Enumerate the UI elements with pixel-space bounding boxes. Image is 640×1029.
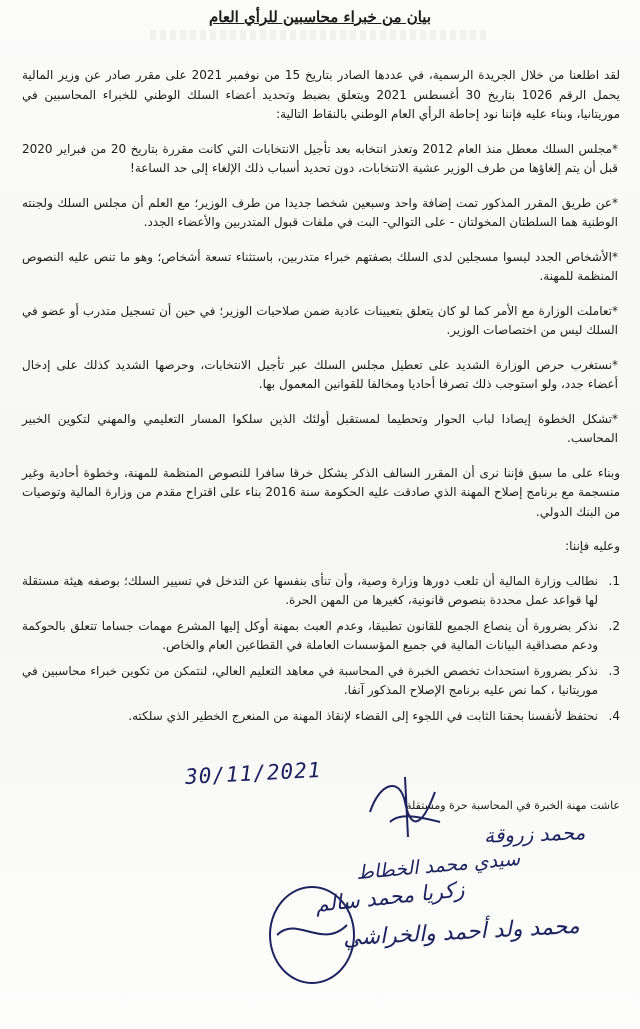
signature-name: محمد ولد أحمد والخراشي	[342, 913, 581, 952]
demand-item	[22, 572, 620, 611]
point-item: * تعاملت الوزارة مع الأمر كما لو كان يتعلق بتعيينات عادية ضمن صلاحيات الوزير؛ في حين أن تسجيل متدرب أو عضو في السلك ليس من اختصاصات الوزير.	[22, 302, 620, 341]
point-item: * الأشخاص الجدد ليسوا مسجلين لدى السلك بصفتهم خبراء متدربين، باستثناء تسعة أشخاص؛ وهو ما تنص عليه النصوص المنظمة للمهنة.	[22, 248, 620, 287]
signatory-line: عاشت مهنة الخبرة في المحاسبة حرة ومستقلة	[406, 799, 620, 812]
document-title: بيان من خبراء محاسبين للرأي العام	[208, 8, 432, 26]
demand-text: نطالب وزارة المالية أن تلعب دورها وزارة وصية، وأن تنأى بنفسها عن التدخل في تسيير السلك؛ بوصفه هيئة مستقلة لها قواعد عمل محددة بنصوص قانونية، كغيرها من المهن الحرة.	[22, 573, 598, 607]
point-item: * عن طريق المقرر المذكور تمت إضافة واحد وسبعين شخصا جديدا من طرف الوزير؛ مع العلم أن مجلس السلك ولجنته الوطنية هما السلطتان المخولتان - على التوالي- البت في ملفات قبول المتدربين والأعضاء الجدد.	[22, 194, 620, 233]
point-item: * نستغرب حرص الوزارة الشديد على تعطيل مجلس السلك عبر تأجيل الانتخابات، وحرصها الشديد كذلك على إدخال أعضاء جدد، ولو استوجب ذلك تصرفا أحاديا ومخالفا للقوانين المعمول بها.	[22, 356, 620, 395]
demand-text: نذكر بضرورة استحداث تخصص الخبرة في المحاسبة في معاهد التعليم العالي، لنتمكن من تكوين خبراء محاسبين في موريتانيا ، كما نص عليه برنامج الإصلاح المذكور آنفا.	[22, 663, 598, 697]
demand-number: 2.	[608, 618, 620, 633]
demand-item	[22, 617, 620, 656]
bleed-through-mark	[150, 30, 490, 40]
demand-text: نحتفظ لأنفسنا بحقنا الثابت في اللجوء إلى القضاء لإنقاذ المهنة من المنعرج الخطير الذي سلكته.	[128, 708, 598, 723]
conclusion-paragraph: وبناء على ما سبق فإننا نرى أن المقرر السالف الذكر يشكل خرقا سافرا للنصوص المنظمة للمهنة، وخطوة أحادية وغير منسجمة مع برنامج إصلاح المهنة الذي صادقت عليه الحكومة سنة 2016 بناء على اقتراح مقدم من وزارة المالية وتوصيات من البنك الدولي.	[22, 465, 620, 519]
signature-scribble	[360, 772, 450, 842]
therefore-heading: وعليه فإننا:	[565, 539, 620, 553]
intro-paragraph: لقد اطلعنا من خلال الجريدة الرسمية، في عددها الصادر بتاريخ 15 من نوفمبر 2021 على مقرر صادر عن وزير المالية يحمل الرقم 1026 بتاريخ 30 أغسطس 2021 ويتعلق بضبط وتحديد أعضاء السلك الوطني للخبراء المحاسبين في موريتانيا، وبناء عليه فإننا نود إحاطة الرأي العام الوطني بالنقاط التالية:	[22, 68, 621, 121]
point-item: * تشكل الخطوة إيصادا لباب الحوار وتحطيما لمستقبل أولئك الذين سلكوا المسار التعليمي والمهني لتكوين الخبير المحاسب.	[22, 410, 620, 449]
point-item: * مجلس السلك معطل منذ العام 2012 وتعذر انتخابه بعد تأجيل الانتخابات التي كانت مقررة بتاريخ 20 من فبراير 2020 قبل أن يتم إلغاؤها من طرف الوزير عشية الانتخابات، دون تحديد أسباب ذلك الإلغاء إلى حد الساعة!	[22, 140, 620, 179]
demand-number: 3.	[608, 663, 620, 678]
signature-name: سيدي محمد الخطاط	[355, 847, 521, 885]
demand-number: 4.	[608, 708, 620, 723]
demand-text: نذكر بضرورة أن ينصاع الجميع للقانون تطبيقا، وعدم العبث بمهنة أوكل إليها المشرع مهمات جساما تتعلق بالحوكمة ودعم مصداقية البيانات المالية في جميع المؤسسات العاملة في القطاعين العام والخاص.	[22, 618, 598, 652]
demand-item	[22, 662, 620, 701]
demand-number: 1.	[608, 573, 620, 588]
signature-name: محمد زروقة	[483, 820, 586, 848]
document-body	[22, 66, 620, 732]
signature-name: زكريا محمد سالم	[314, 877, 466, 917]
demands-list	[22, 572, 620, 727]
demand-item	[22, 707, 620, 727]
handwritten-date: 30/11/2021	[184, 757, 322, 789]
